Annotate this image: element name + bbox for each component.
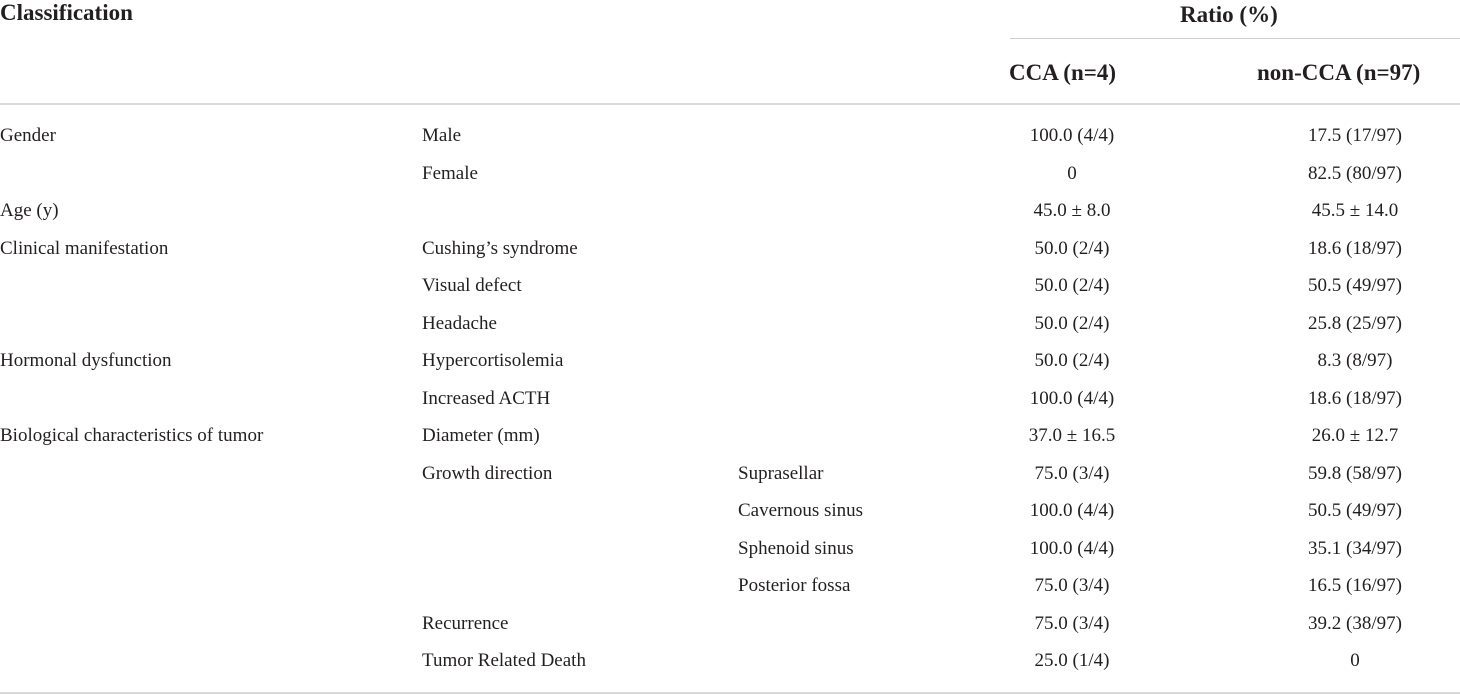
header-classification: Classification: [0, 0, 133, 25]
cell-c3: Sphenoid sinus: [738, 538, 854, 559]
cell-cca: 0: [1067, 163, 1077, 184]
cell-c2: Growth direction: [422, 463, 553, 484]
cell-cca: 75.0 (3/4): [1034, 463, 1110, 484]
cell-c2: Headache: [422, 313, 497, 334]
cell-c2: Visual defect: [422, 275, 522, 296]
cell-c1: Biological characteristics of tumor: [0, 425, 264, 446]
header-ratio: Ratio (%): [1180, 2, 1278, 27]
cell-noncca: 50.5 (49/97): [1308, 275, 1402, 296]
cell-noncca: 18.6 (18/97): [1308, 388, 1402, 409]
cell-noncca: 35.1 (34/97): [1308, 538, 1402, 559]
cell-c1: Age (y): [0, 200, 59, 221]
cell-cca: 50.0 (2/4): [1034, 350, 1110, 371]
cell-c1: Hormonal dysfunction: [0, 350, 172, 371]
cell-noncca: 25.8 (25/97): [1308, 313, 1402, 334]
cell-cca: 100.0 (4/4): [1029, 500, 1115, 521]
cell-noncca: 16.5 (16/97): [1308, 575, 1402, 596]
cell-noncca: 39.2 (38/97): [1308, 613, 1402, 634]
cell-cca: 50.0 (2/4): [1034, 238, 1110, 259]
cell-c1: Gender: [0, 125, 56, 146]
cell-c2: Male: [422, 125, 462, 146]
cell-c2: Tumor Related Death: [422, 650, 586, 671]
cell-c3: Suprasellar: [738, 463, 824, 484]
cell-noncca: 45.5 ± 14.0: [1311, 200, 1399, 221]
cell-cca: 100.0 (4/4): [1029, 388, 1115, 409]
cell-noncca: 0: [1350, 650, 1360, 671]
cell-noncca: 26.0 ± 12.7: [1311, 425, 1399, 446]
cell-noncca: 8.3 (8/97): [1317, 350, 1393, 371]
header-rule: [0, 103, 1460, 105]
cell-c2: Hypercortisolemia: [422, 350, 564, 371]
cell-cca: 100.0 (4/4): [1029, 125, 1115, 146]
cell-c1: Clinical manifestation: [0, 238, 169, 259]
cell-c2: Female: [422, 163, 478, 184]
cell-c2: Increased ACTH: [422, 388, 551, 409]
cell-cca: 100.0 (4/4): [1029, 538, 1115, 559]
cell-c2: Recurrence: [422, 613, 509, 634]
cell-noncca: 50.5 (49/97): [1308, 500, 1402, 521]
cell-cca: 75.0 (3/4): [1034, 613, 1110, 634]
header-noncca: non-CCA (n=97): [1257, 60, 1421, 85]
bottom-rule: [0, 692, 1460, 694]
header-cca: CCA (n=4): [1009, 60, 1117, 85]
cell-cca: 50.0 (2/4): [1034, 275, 1110, 296]
cell-noncca: 18.6 (18/97): [1308, 238, 1402, 259]
cell-cca: 37.0 ± 16.5: [1028, 425, 1116, 446]
cell-cca: 50.0 (2/4): [1034, 313, 1110, 334]
cell-cca: 25.0 (1/4): [1034, 650, 1110, 671]
cell-noncca: 82.5 (80/97): [1308, 163, 1402, 184]
cell-noncca: 59.8 (58/97): [1308, 463, 1402, 484]
header-subrule: [1010, 38, 1460, 39]
cell-noncca: 17.5 (17/97): [1308, 125, 1402, 146]
cell-cca: 75.0 (3/4): [1034, 575, 1110, 596]
cell-cca: 45.0 ± 8.0: [1033, 200, 1111, 221]
cell-c3: Posterior fossa: [738, 575, 851, 596]
cell-c2: Cushing’s syndrome: [422, 238, 578, 259]
cell-c2: Diameter (mm): [422, 425, 540, 446]
cell-c3: Cavernous sinus: [738, 500, 864, 521]
